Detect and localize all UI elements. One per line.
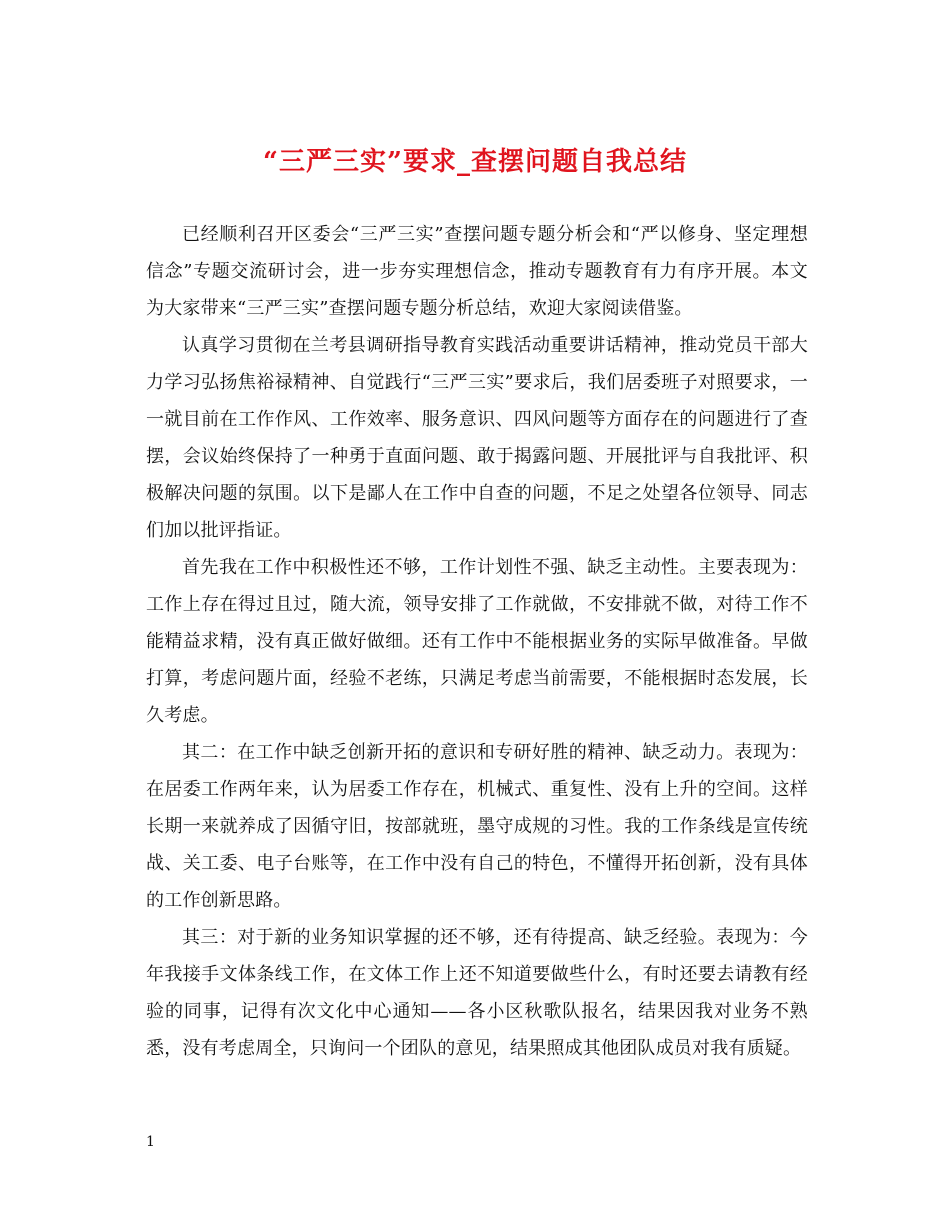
paragraph-study: 认真学习贯彻在兰考县调研指导教育实践活动重要讲话精神，推动党员干部大力学习弘扬焦裕禄精神、自觉践行“三严三实”要求后，我们居委班子对照要求，一一就目前在工作作风、工作效率、服务意识、四风问题等方面存在的问题进行了查摆，会议始终保持了一种勇于直面问题、敢于揭露问题、开展批评与自我批评、积极解决问题的氛围。以下是鄙人在工作中自查的问题，不足之处望各位领导、同志们加以批评指证。 — [146, 335, 808, 541]
paragraph-first-issue: 首先我在工作中积极性还不够，工作计划性不强、缺乏主动性。主要表现为：工作上存在得过且过，随大流，领导安排了工作就做，不安排就不做，对待工作不能精益求精，没有真正做好做细。还有工作中不能根据业务的实际早做准备。早做打算，考虑问题片面，经验不老练，只满足考虑当前需要，不能根据时态发展，长久考虑。 — [146, 557, 808, 726]
paragraph-second-issue: 其二：在工作中缺乏创新开拓的意识和专研好胜的精神、缺乏动力。表现为：在居委工作两年来，认为居委工作存在，机械式、重复性、没有上升的空间。这样长期一来就养成了因循守旧，按部就班，墨守成规的习性。我的工作条线是宣传统战、关工委、电子台账等，在工作中没有自己的特色，不懂得开拓创新，没有具体的工作创新思路。 — [146, 742, 808, 911]
document-body — [146, 216, 808, 1067]
paragraph-third-issue: 其三：对于新的业务知识掌握的还不够，还有待提高、缺乏经验。表现为：今年我接手文体条线工作，在文体工作上还不知道要做些什么，有时还要去请教有经验的同事，记得有次文化中心通知——各小区秋歌队报名，结果因我对业务不熟悉，没有考虑周全，只询问一个团队的意见，结果照成其他团队成员对我有质疑。 — [146, 927, 808, 1059]
page-number: 1 — [146, 1134, 155, 1150]
paragraph-intro: 已经顺利召开区委会“三严三实”查摆问题专题分析会和“严以修身、坚定理想信念”专题交流研讨会，进一步夯实理想信念，推动专题教育有力有序开展。本文为大家带来“三严三实”查摆问题专题分析总结，欢迎大家阅读借鉴。 — [146, 224, 808, 319]
document-title: “三严三实”要求_查摆问题自我总结 — [263, 147, 687, 177]
